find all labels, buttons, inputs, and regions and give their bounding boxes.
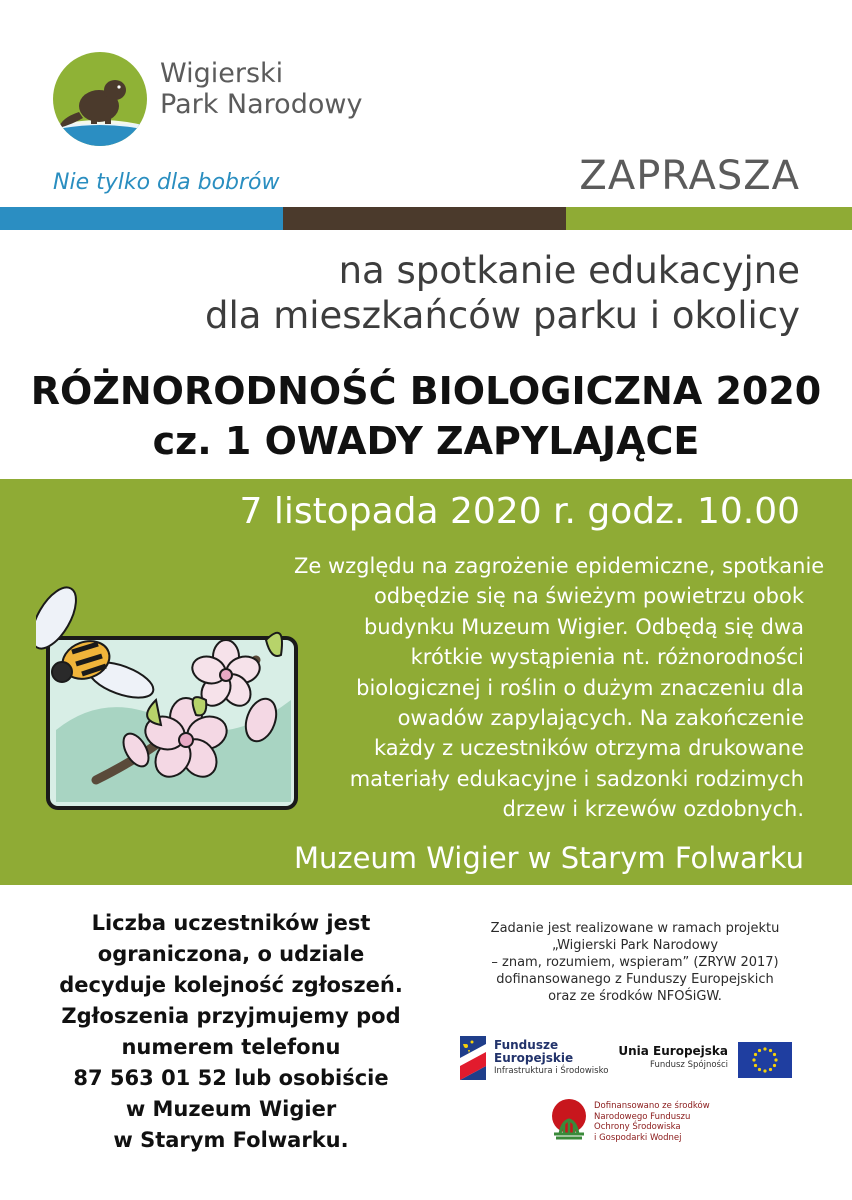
notice-phone-line: 87 563 01 52 lub osobiście [73,1066,389,1090]
funding-info [450,920,820,1005]
event-venue: Muzeum Wigier w Starym Folwarku [293,841,804,875]
ue-logo-line2: Fundusz Spójności [650,1060,728,1070]
funding-line: Zadanie jest realizowane w ramach projektu [490,921,780,936]
notice-line: numerem telefonu [121,1035,341,1059]
funding-line: – znam, rozumiem, wspieram” (ZRYW 2017) [491,955,779,970]
motto: Nie tylko dla bobrów [53,170,280,195]
description-line: drzew i krzewów ozdobnych. [502,797,804,822]
nfosigw-logo [548,1098,728,1148]
eu-flag-icon [738,1042,792,1078]
park-name-line1: Wigierski [160,58,284,89]
event-date: 7 listopada 2020 r. godz. 10.00 [239,491,800,532]
funding-line: dofinansowanego z Funduszy Europejskich [496,972,774,987]
nf-logo-line: Ochrony Środowiska [594,1122,681,1132]
fe-logo-line1: Fundusze [494,1038,559,1052]
description-line: materiały edukacyjne i sadzonki rodzimych [349,766,804,791]
ue-logo-line1: Unia Europejska [618,1044,728,1058]
funding-line: „Wigierski Park Narodowy [551,938,719,953]
nfosigw-icon [548,1098,590,1142]
stripe-green [566,207,852,230]
event-title-line2: cz. 1 OWADY ZAPYLAJĄCE [152,419,700,463]
park-name [160,58,362,120]
event-title [0,366,852,466]
registration-notice [36,908,426,1156]
park-logo [53,52,147,146]
fe-logo-line3: Infrastruktura i Środowisko [494,1066,609,1076]
color-stripes [0,207,852,230]
notice-line: ograniczona, o udziale [97,942,365,966]
nf-logo-line: i Gospodarki Wodnej [594,1132,682,1143]
beaver-icon [53,52,147,146]
invitation-line1: na spotkanie edukacyjne [338,249,800,292]
stripe-blue [0,207,283,230]
event-description [294,551,825,825]
invitation-line2: dla mieszkańców parku i okolicy [205,294,800,337]
notice-line: Zgłoszenia przyjmujemy pod [61,1004,401,1028]
nf-logo-line: Narodowego Funduszu [594,1111,691,1122]
description-line: każdy z uczestników otrzyma drukowane [373,736,804,761]
description-line: odbędzie się na świeżym powietrzu obok [373,584,804,609]
park-name-line2: Park Narodowy [160,89,363,120]
european-funds-logo [460,1036,630,1080]
european-union-logo [618,1040,798,1080]
notice-line: Liczba uczestników jest [91,911,371,935]
bee-and-blossom-icon [36,580,298,812]
european-funds-icon [460,1036,486,1080]
description-line: krótkie wystąpienia nt. różnorodności [410,645,804,670]
notice-line: decyduje kolejność zgłoszeń. [59,973,403,997]
description-line: Ze względu na zagrożenie epidemiczne, spotkanie [294,554,825,578]
description-line: biologicznej i roślin o dużym znaczeniu dla [356,675,804,700]
invites-heading: ZAPRASZA [579,153,800,199]
fe-logo-line2: Europejskie [494,1051,574,1065]
nf-logo-line: Dofinansowano ze środków [594,1101,710,1111]
notice-line: w Muzeum Wigier [125,1097,337,1121]
funding-line: oraz ze środków NFOŚiGW. [548,989,722,1004]
description-line: budynku Muzeum Wigier. Odbędą się dwa [363,614,804,639]
stripe-brown [283,207,566,230]
description-line: owadów zapylających. Na zakończenie [397,706,804,731]
notice-line: w Starym Folwarku. [113,1128,349,1152]
invitation-text [40,248,800,338]
event-title-line1: RÓŻNORODNOŚĆ BIOLOGICZNA 2020 [30,369,822,413]
